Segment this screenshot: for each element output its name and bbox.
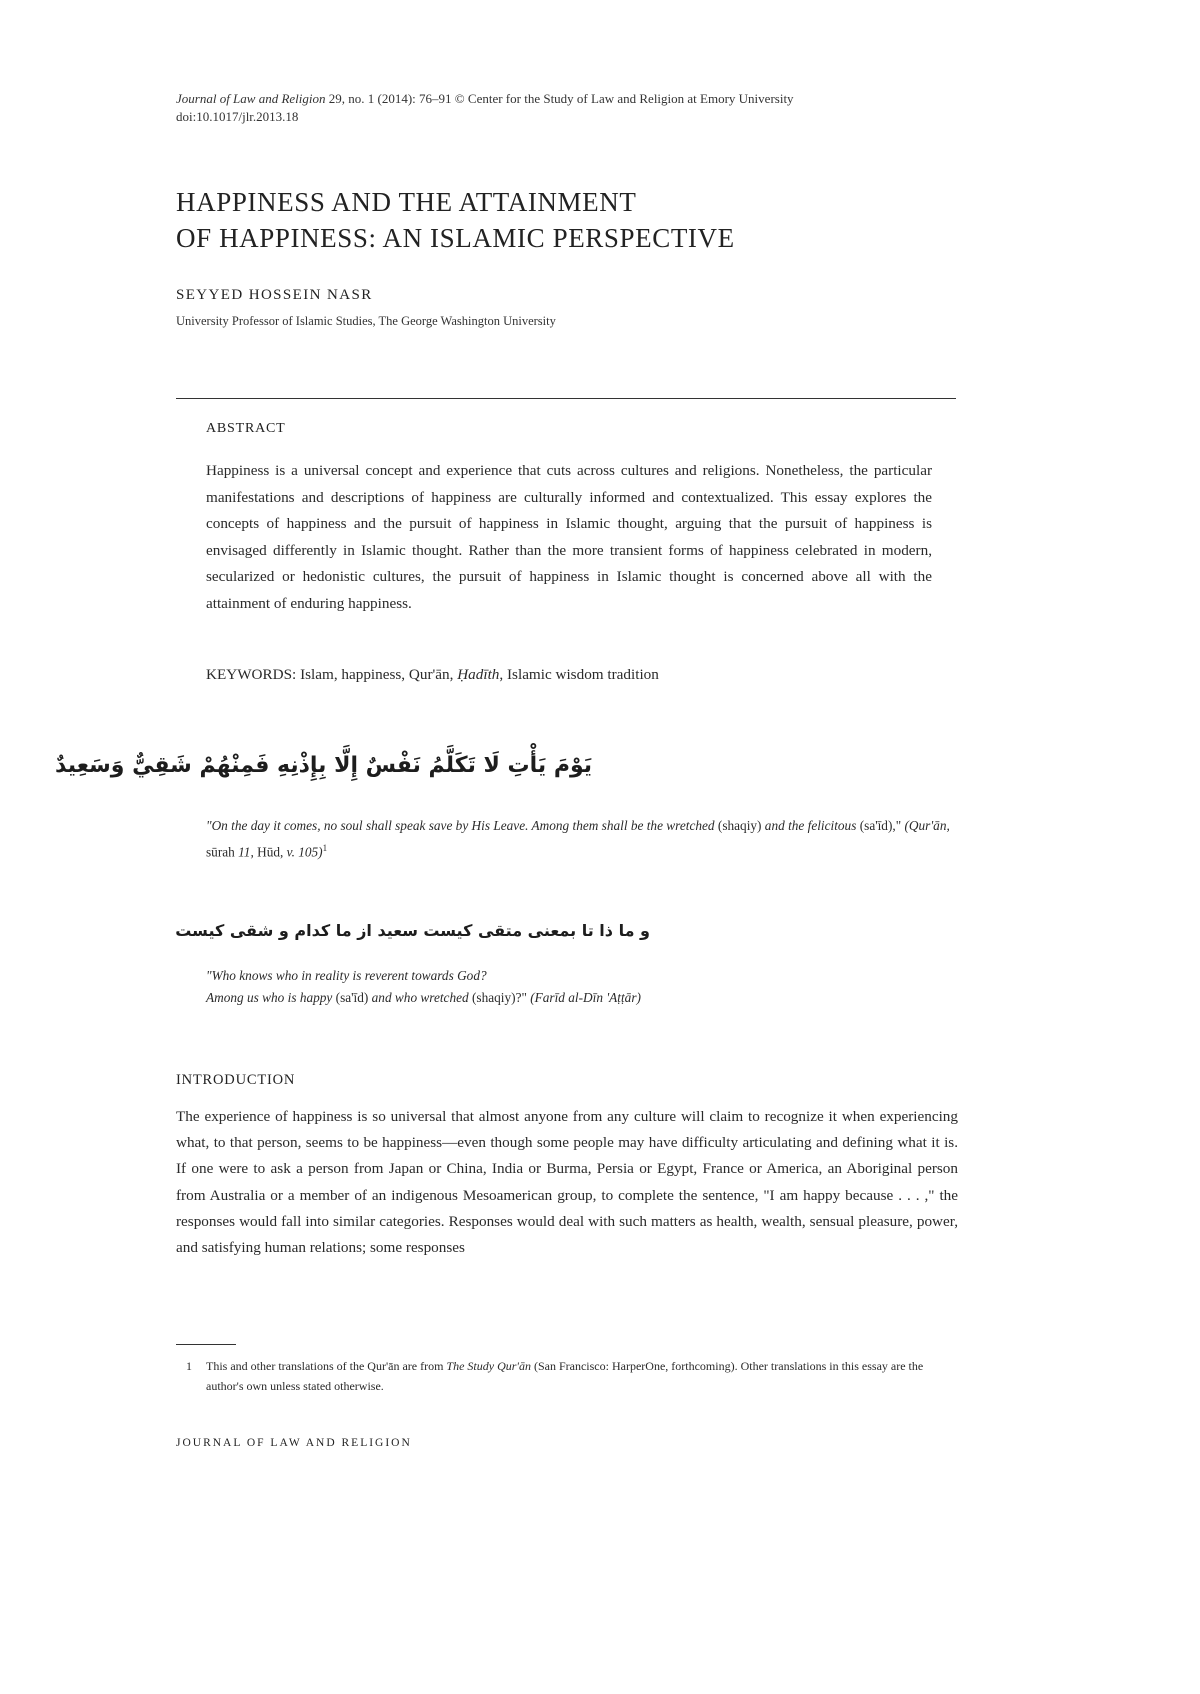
keywords-label: KEYWORDS: — [206, 666, 297, 683]
persian-caption — [206, 965, 966, 1009]
quran-caption-source: sūrah — [206, 844, 239, 860]
quran-caption-term: (sa'īd)," — [856, 818, 905, 833]
citation-header — [176, 90, 976, 126]
keywords-text: Islam, happiness, Qur'ān, — [296, 666, 458, 683]
introduction-heading: INTRODUCTION — [176, 1072, 296, 1088]
author-affiliation: University Professor of Islamic Studies, The George Washington University — [176, 314, 556, 328]
abstract-heading: ABSTRACT — [206, 421, 286, 436]
quran-calligraphy — [55, 730, 602, 790]
footnote-divider — [176, 1344, 236, 1345]
persian-verse-left-text: سعید از ما کدام و شقی کیست — [175, 921, 418, 940]
footnote-book-title: The Study Qur'ān — [446, 1359, 531, 1373]
citation-journal: Journal of Law and Religion — [176, 91, 326, 106]
persian-verse-right-text: و ما ذا تا بمعنی متقی کیست — [423, 921, 650, 940]
title-line-1: HAPPINESS AND THE ATTAINMENT — [176, 187, 637, 217]
quran-caption-term: (shaqiy) — [714, 818, 765, 833]
introduction-body: The experience of happiness is so universal that almost anyone from any culture will claim to recognize it when experiencing what, to that person, seems to be happiness—even though some people may have difficulty articulating and defining what it is. If one were to ask a person from Japan or China, India or Burma, Persia or Egypt, France or America, an Aboriginal person from Australia or a member of an indigenous Mesoamerican group, to complete the sentence, "I am happy because . . . ," the responses would fall into similar categories. Responses would deal with such matters as health, wealth, sensual pleasure, power, and satisfying human relations; some responses — [176, 1108, 958, 1257]
doi: doi:10.1017/jlr.2013.18 — [176, 109, 299, 124]
keywords — [206, 663, 926, 687]
journal-footer: JOURNAL OF LAW AND RELIGION — [176, 1437, 412, 1449]
keywords-text-2: , Islamic wisdom tradition — [499, 666, 659, 683]
persian-caption-term: (sa'īd) — [332, 990, 372, 1005]
footnote-text: This and other translations of the Qur'ān are from — [206, 1359, 447, 1373]
quran-caption-source: 11, — [238, 844, 254, 860]
persian-verse-left — [175, 902, 423, 954]
quran-caption-source: (Qur'ān, — [904, 818, 950, 833]
header-divider — [176, 398, 956, 399]
persian-verse-right — [423, 902, 655, 954]
quran-caption-part: and the felicitous — [764, 818, 857, 833]
quran-caption-source: Hūd, — [253, 844, 287, 860]
persian-caption-line: "Who knows who in reality is reverent towards God? — [206, 968, 487, 983]
persian-caption-attribution: (Farīd al-Dīn 'Aṭṭār) — [530, 990, 641, 1005]
keyword-hadith: Ḥadīth — [457, 666, 500, 683]
quran-arabic-text: يَوْمَ يَأْتِ لَا تَكَلَّمُ نَفْسٌ إِلَّا بِإِذْنِهِ فَمِنْهُمْ شَقِيٌّ وَسَعِيدٌ — [55, 753, 592, 778]
persian-caption-line: and who wretched — [371, 990, 469, 1005]
footnote-text: (San Francisco: HarperOne, forthcoming). Other translations in this essay are the author's own unless stated otherwise. — [206, 1359, 924, 1393]
author-name: SEYYED HOSSEIN NASR — [176, 287, 373, 303]
footnote-number: 1 — [186, 1359, 192, 1373]
citation-details: 29, no. 1 (2014): 76–91 © Center for the Study of Law and Religion at Emory University — [325, 91, 794, 106]
persian-caption-term: (shaqiy)?" — [468, 990, 531, 1005]
article-title — [176, 184, 1016, 256]
persian-caption-line: Among us who is happy — [206, 990, 333, 1005]
quran-caption-source: v. 105) — [286, 844, 323, 860]
title-line-2: OF HAPPINESS: AN ISLAMIC PERSPECTIVE — [176, 223, 735, 253]
quran-caption-part: "On the day it comes, no soul shall speak save by His Leave. Among them shall be the wretched — [206, 818, 715, 833]
quran-caption — [206, 815, 966, 863]
abstract-body: Happiness is a universal concept and experience that cuts across cultures and religions. Nonetheless, the particular manifestations and descriptions of happiness are culturally informed and contextualized. This essay explores the concepts of happiness and the pursuit of happiness in Islamic thought, arguing that the pursuit of happiness is envisaged differently in Islamic thought. Rather than the more transient forms of happiness celebrated in modern, secularized or hedonistic cultures, the pursuit of happiness in Islamic thought is concerned above all with the attainment of enduring happiness. — [206, 462, 932, 612]
footnote-ref[interactable]: 1 — [322, 843, 328, 853]
footnote — [186, 1356, 946, 1396]
